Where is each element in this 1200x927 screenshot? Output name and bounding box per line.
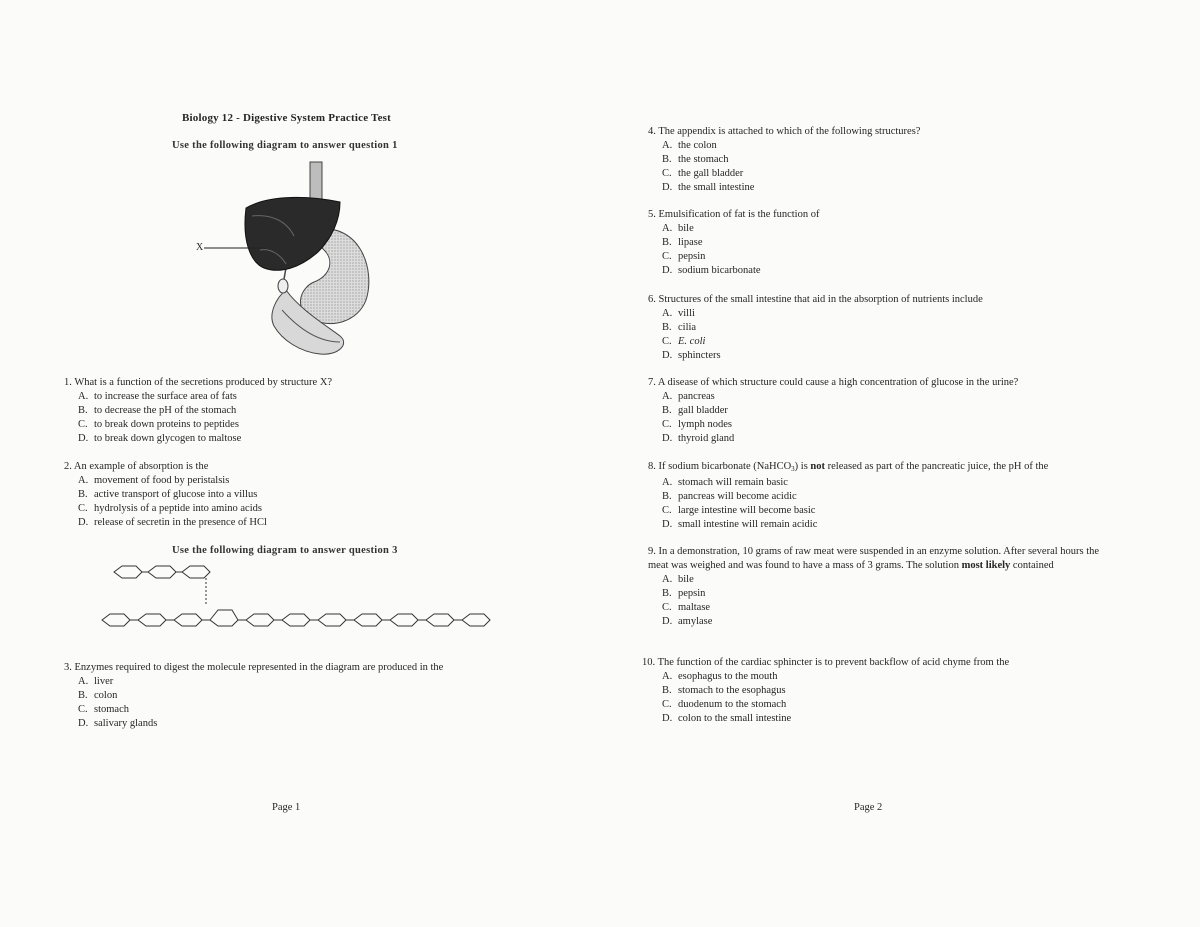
option-b: B. the stomach <box>662 154 729 165</box>
option-c: C. stomach <box>78 704 129 715</box>
option-d: D. salivary glands <box>78 718 158 729</box>
structure-x-label: X <box>196 242 204 253</box>
question-number: 8. <box>648 461 656 472</box>
question-number: 7. <box>648 377 656 388</box>
option-b: B. cilia <box>662 322 697 333</box>
option-c: C. duodenum to the stomach <box>662 699 787 710</box>
option-b: B. stomach to the esophagus <box>662 685 786 696</box>
option-c: C. maltase <box>662 602 711 613</box>
question-number: 3. <box>64 662 72 673</box>
option-d: D. colon to the small intestine <box>662 713 792 724</box>
option-a: A. stomach will remain basic <box>662 477 788 488</box>
option-a: A. the colon <box>662 140 717 151</box>
question-6 <box>648 293 983 363</box>
question-number: 6. <box>648 294 656 305</box>
option-a: A. bile <box>662 574 694 585</box>
glycogen-molecule-diagram <box>96 560 496 640</box>
diagram-2-instruction: Use the following diagram to answer question 3 <box>172 545 398 556</box>
question-4 <box>648 125 920 195</box>
question-stem: Structures of the small intestine that aid in the absorption of nutrients include <box>658 294 983 305</box>
option-b: B. colon <box>78 690 118 701</box>
question-number: 2. <box>64 461 72 472</box>
question-number: 1. <box>64 377 72 388</box>
option-b: B. lipase <box>662 237 703 248</box>
option-a: A. liver <box>78 676 114 687</box>
option-a: A. movement of food by peristalsis <box>78 475 230 486</box>
option-b: B. gall bladder <box>662 405 728 416</box>
option-d: D. the small intestine <box>662 182 755 193</box>
option-d: D. sodium bicarbonate <box>662 265 761 276</box>
question-stem: An example of absorption is the <box>73 461 209 472</box>
option-a: A. pancreas <box>662 391 715 402</box>
option-c: C. lymph nodes <box>662 419 732 430</box>
option-c: C. hydrolysis of a peptide into amino acids <box>78 503 262 514</box>
question-number: 5. <box>648 209 656 220</box>
option-d: D. thyroid gland <box>662 433 735 444</box>
option-a: A. villi <box>662 308 695 319</box>
question-number: 9. <box>648 546 656 557</box>
option-b: B. active transport of glucose into a villus <box>78 489 258 500</box>
option-d: D. small intestine will remain acidic <box>662 519 818 530</box>
question-9: 9. In a demonstration, 10 grams of raw meat were suspended in an enzyme solution. After several hours the meat was weighed and was found to have a mass of 3 grams. The solution most likely contained A. bile B. pepsin C. maltase D. amylase <box>648 545 1118 629</box>
option-c: C. pepsin <box>662 251 706 262</box>
option-b: B. pepsin <box>662 588 706 599</box>
question-8: 8. If sodium bicarbonate (NaHCO$_3$) is not released as part of the pancreatic juice, the pH of the A. stomach will remain basic B. pancreas will become acidic C. large intestine will become basic D. small intestine will remain acidic <box>648 461 1049 530</box>
question-7 <box>648 376 1018 446</box>
question-stem: Emulsification of fat is the function of <box>658 209 820 220</box>
question-stem: A disease of which structure could cause a high concentration of glucose in the urine? <box>657 377 1019 388</box>
option-c: C. the gall bladder <box>662 168 744 179</box>
question-stem: The function of the cardiac sphincter is to prevent backflow of acid chyme from the <box>657 657 1010 668</box>
option-a: A. esophagus to the mouth <box>662 671 778 682</box>
option-b: B. to decrease the pH of the stomach <box>78 405 237 416</box>
question-stem: The appendix is attached to which of the following structures? <box>658 126 921 137</box>
page-number: Page 2 <box>854 802 883 813</box>
option-d: D. release of secretin in the presence of HCl <box>78 517 267 528</box>
question-10 <box>642 656 1009 726</box>
question-number: 4. <box>648 126 656 137</box>
question-1 <box>64 376 332 446</box>
question-number: 10. <box>642 657 656 668</box>
question-2 <box>64 460 267 530</box>
question-stem: Enzymes required to digest the molecule represented in the diagram are produced in the <box>74 662 444 673</box>
option-c: C. to break down proteins to peptides <box>78 419 239 430</box>
document-title: Biology 12 - Digestive System Practice Test <box>182 112 392 124</box>
option-d: D. sphincters <box>662 350 721 361</box>
question-3 <box>64 661 443 731</box>
option-c: C. large intestine will become basic <box>662 505 816 516</box>
option-d: D. to break down glycogen to maltose <box>78 433 242 444</box>
option-a: A. bile <box>662 223 694 234</box>
question-stem: What is a function of the secretions produced by structure X? <box>74 377 333 388</box>
option-d: D. amylase <box>662 616 713 627</box>
digestive-organs-diagram <box>190 160 380 360</box>
option-c: C. E. coli <box>662 336 706 347</box>
option-a: A. to increase the surface area of fats <box>78 391 237 402</box>
option-b: B. pancreas will become acidic <box>662 491 797 502</box>
page-2 <box>600 0 1200 927</box>
question-5 <box>648 208 819 278</box>
page-number: Page 1 <box>272 802 301 813</box>
diagram-1-instruction: Use the following diagram to answer question 1 <box>172 140 398 151</box>
